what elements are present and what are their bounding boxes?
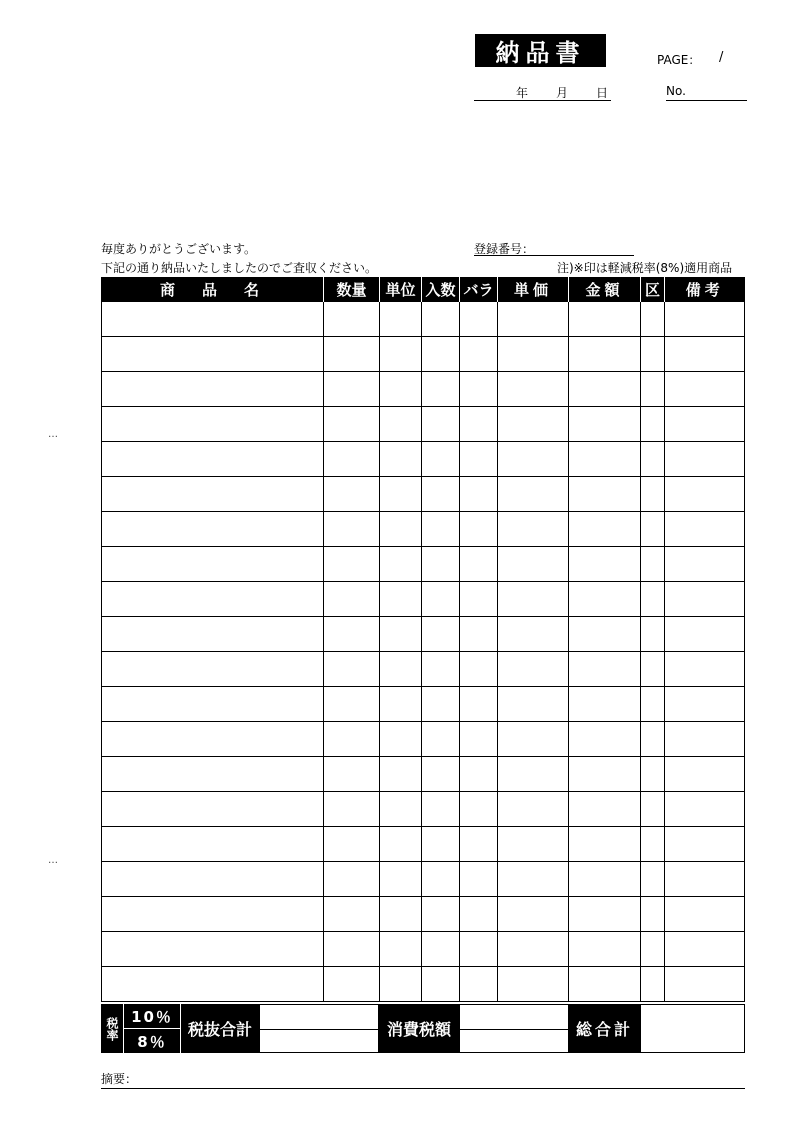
cell-unit[interactable]	[380, 827, 422, 862]
cell-loose[interactable]	[460, 512, 498, 547]
cell-item-name[interactable]	[102, 932, 324, 967]
cell-unit[interactable]	[380, 862, 422, 897]
column-header-unit-price: 単価	[498, 277, 569, 302]
cell-remarks[interactable]	[665, 302, 745, 337]
cell-amount[interactable]	[569, 757, 641, 792]
cell-item-name[interactable]	[102, 897, 324, 932]
subtotal-label: 税抜合計	[181, 1004, 259, 1053]
column-header-quantity: 数量	[324, 277, 380, 302]
cell-item-name[interactable]	[102, 862, 324, 897]
table-row	[102, 932, 745, 967]
cell-quantity[interactable]	[324, 582, 380, 617]
cell-remarks[interactable]	[665, 967, 745, 1002]
number-label: No.	[666, 84, 686, 98]
table-row	[102, 967, 745, 1002]
table-row	[102, 337, 745, 372]
cell-remarks[interactable]	[665, 687, 745, 722]
cell-unit-price[interactable]	[498, 442, 569, 477]
cell-category[interactable]	[641, 757, 665, 792]
cell-unit[interactable]	[380, 442, 422, 477]
memo-label: 摘要：	[101, 1072, 138, 1086]
table-row	[102, 547, 745, 582]
cell-pack-count[interactable]	[422, 512, 460, 547]
cell-quantity[interactable]	[324, 652, 380, 687]
cell-amount[interactable]	[569, 722, 641, 757]
cell-pack-count[interactable]	[422, 617, 460, 652]
cell-category[interactable]	[641, 337, 665, 372]
cell-loose[interactable]	[460, 722, 498, 757]
cell-quantity[interactable]	[324, 792, 380, 827]
cell-quantity[interactable]	[324, 827, 380, 862]
cell-category[interactable]	[641, 792, 665, 827]
cell-category[interactable]	[641, 862, 665, 897]
cell-unit[interactable]	[380, 792, 422, 827]
table-row	[102, 792, 745, 827]
cell-unit-price[interactable]	[498, 617, 569, 652]
subtotal-field[interactable]	[259, 1004, 379, 1053]
grand-total-label: 総合計	[569, 1004, 640, 1053]
cell-loose[interactable]	[460, 337, 498, 372]
cell-amount[interactable]	[569, 862, 641, 897]
cell-remarks[interactable]	[665, 792, 745, 827]
cell-amount[interactable]	[569, 547, 641, 582]
cell-quantity[interactable]	[324, 932, 380, 967]
cell-category[interactable]	[641, 582, 665, 617]
cell-amount[interactable]	[569, 827, 641, 862]
table-row	[102, 442, 745, 477]
cell-amount[interactable]	[569, 932, 641, 967]
cell-category[interactable]	[641, 512, 665, 547]
rate-10-percent: 10％	[124, 1004, 180, 1028]
cell-amount[interactable]	[569, 477, 641, 512]
cell-category[interactable]	[641, 932, 665, 967]
cell-category[interactable]	[641, 617, 665, 652]
cell-remarks[interactable]	[665, 827, 745, 862]
cell-loose[interactable]	[460, 302, 498, 337]
margin-mark-bottom: …	[48, 855, 58, 866]
cell-amount[interactable]	[569, 687, 641, 722]
cell-amount[interactable]	[569, 792, 641, 827]
table-row	[102, 582, 745, 617]
date-field[interactable]	[474, 84, 611, 101]
day-label: 日	[596, 86, 609, 100]
cell-unit[interactable]	[380, 547, 422, 582]
cell-remarks[interactable]	[665, 897, 745, 932]
cell-unit[interactable]	[380, 652, 422, 687]
cell-loose[interactable]	[460, 617, 498, 652]
column-header-loose: バラ	[460, 277, 498, 302]
cell-amount[interactable]	[569, 897, 641, 932]
cell-item-name[interactable]	[102, 547, 324, 582]
cell-pack-count[interactable]	[422, 862, 460, 897]
cell-pack-count[interactable]	[422, 547, 460, 582]
cell-remarks[interactable]	[665, 547, 745, 582]
table-row	[102, 897, 745, 932]
cell-remarks[interactable]	[665, 477, 745, 512]
cell-remarks[interactable]	[665, 722, 745, 757]
cell-item-name[interactable]	[102, 512, 324, 547]
cell-remarks[interactable]	[665, 407, 745, 442]
cell-category[interactable]	[641, 442, 665, 477]
cell-loose[interactable]	[460, 372, 498, 407]
cell-unit-price[interactable]	[498, 687, 569, 722]
cell-pack-count[interactable]	[422, 687, 460, 722]
cell-loose[interactable]	[460, 792, 498, 827]
cell-loose[interactable]	[460, 477, 498, 512]
cell-unit[interactable]	[380, 967, 422, 1002]
cell-item-name[interactable]	[102, 757, 324, 792]
cell-loose[interactable]	[460, 932, 498, 967]
cell-quantity[interactable]	[324, 967, 380, 1002]
cell-category[interactable]	[641, 547, 665, 582]
month-label: 月	[556, 86, 569, 100]
cell-item-name[interactable]	[102, 827, 324, 862]
cell-loose[interactable]	[460, 687, 498, 722]
number-field[interactable]	[666, 84, 747, 101]
tax-rate-values	[124, 1004, 180, 1053]
cell-pack-count[interactable]	[422, 757, 460, 792]
cell-loose[interactable]	[460, 442, 498, 477]
cell-unit-price[interactable]	[498, 512, 569, 547]
cell-quantity[interactable]	[324, 547, 380, 582]
table-header-row	[102, 277, 745, 302]
cell-unit[interactable]	[380, 407, 422, 442]
cell-amount[interactable]	[569, 582, 641, 617]
table-row	[102, 372, 745, 407]
cell-remarks[interactable]	[665, 862, 745, 897]
column-header-amount: 金額	[569, 277, 641, 302]
cell-pack-count[interactable]	[422, 897, 460, 932]
document-title: 納品書	[475, 34, 606, 67]
cell-pack-count[interactable]	[422, 652, 460, 687]
cell-remarks[interactable]	[665, 512, 745, 547]
cell-loose[interactable]	[460, 862, 498, 897]
cell-amount[interactable]	[569, 407, 641, 442]
cell-pack-count[interactable]	[422, 582, 460, 617]
page-label: PAGE：	[657, 53, 701, 67]
table-row	[102, 302, 745, 337]
cell-quantity[interactable]	[324, 407, 380, 442]
cell-unit[interactable]	[380, 582, 422, 617]
cell-item-name[interactable]	[102, 617, 324, 652]
cell-loose[interactable]	[460, 827, 498, 862]
cell-pack-count[interactable]	[422, 792, 460, 827]
cell-quantity[interactable]	[324, 757, 380, 792]
cell-pack-count[interactable]	[422, 372, 460, 407]
cell-item-name[interactable]	[102, 582, 324, 617]
cell-remarks[interactable]	[665, 442, 745, 477]
cell-category[interactable]	[641, 302, 665, 337]
cell-pack-count[interactable]	[422, 477, 460, 512]
memo-field[interactable]	[101, 1070, 745, 1089]
cell-unit[interactable]	[380, 757, 422, 792]
cell-amount[interactable]	[569, 967, 641, 1002]
column-header-pack-count: 入数	[422, 277, 460, 302]
cell-unit-price[interactable]	[498, 582, 569, 617]
cell-item-name[interactable]	[102, 722, 324, 757]
cell-unit[interactable]	[380, 932, 422, 967]
cell-amount[interactable]	[569, 652, 641, 687]
cell-pack-count[interactable]	[422, 337, 460, 372]
cell-pack-count[interactable]	[422, 442, 460, 477]
cell-loose[interactable]	[460, 757, 498, 792]
cell-remarks[interactable]	[665, 652, 745, 687]
rate-8-percent: 8％	[124, 1029, 180, 1053]
cell-pack-count[interactable]	[422, 722, 460, 757]
cell-category[interactable]	[641, 827, 665, 862]
cell-unit-price[interactable]	[498, 827, 569, 862]
cell-unit[interactable]	[380, 687, 422, 722]
cell-remarks[interactable]	[665, 337, 745, 372]
cell-pack-count[interactable]	[422, 407, 460, 442]
cell-quantity[interactable]	[324, 337, 380, 372]
grand-total-field[interactable]	[640, 1004, 745, 1053]
cell-remarks[interactable]	[665, 582, 745, 617]
column-header-remarks: 備考	[665, 277, 745, 302]
cell-remarks[interactable]	[665, 757, 745, 792]
column-header-unit: 単位	[380, 277, 422, 302]
cell-quantity[interactable]	[324, 512, 380, 547]
table-row	[102, 617, 745, 652]
greeting-line-1: 毎度ありがとうございます。	[101, 242, 257, 256]
cell-unit[interactable]	[380, 722, 422, 757]
column-header-category: 区	[641, 277, 665, 302]
cell-unit-price[interactable]	[498, 932, 569, 967]
cell-item-name[interactable]	[102, 477, 324, 512]
cell-unit-price[interactable]	[498, 302, 569, 337]
cell-category[interactable]	[641, 967, 665, 1002]
table-row	[102, 862, 745, 897]
table-row	[102, 687, 745, 722]
cell-unit[interactable]	[380, 512, 422, 547]
cell-unit-price[interactable]	[498, 862, 569, 897]
cell-unit-price[interactable]	[498, 897, 569, 932]
cell-item-name[interactable]	[102, 302, 324, 337]
items-table	[101, 277, 745, 1002]
cell-unit-price[interactable]	[498, 547, 569, 582]
cell-remarks[interactable]	[665, 932, 745, 967]
cell-item-name[interactable]	[102, 407, 324, 442]
tax-rate-label	[101, 1004, 123, 1053]
cell-category[interactable]	[641, 722, 665, 757]
cell-amount[interactable]	[569, 302, 641, 337]
cell-quantity[interactable]	[324, 862, 380, 897]
cell-pack-count[interactable]	[422, 302, 460, 337]
cell-pack-count[interactable]	[422, 967, 460, 1002]
cell-unit-price[interactable]	[498, 407, 569, 442]
cell-pack-count[interactable]	[422, 827, 460, 862]
greeting-line-2: 下記の通り納品いたしましたのでご査収ください。	[101, 261, 378, 275]
table-row	[102, 477, 745, 512]
cell-quantity[interactable]	[324, 687, 380, 722]
year-label: 年	[516, 86, 529, 100]
cell-category[interactable]	[641, 687, 665, 722]
table-row	[102, 722, 745, 757]
tax-amount-field[interactable]	[459, 1004, 569, 1053]
cell-unit[interactable]	[380, 617, 422, 652]
cell-category[interactable]	[641, 372, 665, 407]
cell-quantity[interactable]	[324, 897, 380, 932]
cell-amount[interactable]	[569, 337, 641, 372]
cell-quantity[interactable]	[324, 477, 380, 512]
cell-unit[interactable]	[380, 337, 422, 372]
table-row	[102, 827, 745, 862]
cell-amount[interactable]	[569, 617, 641, 652]
cell-unit[interactable]	[380, 372, 422, 407]
cell-remarks[interactable]	[665, 617, 745, 652]
cell-remarks[interactable]	[665, 372, 745, 407]
cell-amount[interactable]	[569, 442, 641, 477]
page-slash: /	[719, 50, 724, 65]
cell-quantity[interactable]	[324, 302, 380, 337]
column-header-item-name: 商 品 名	[102, 277, 324, 302]
cell-category[interactable]	[641, 477, 665, 512]
cell-item-name[interactable]	[102, 687, 324, 722]
tax-amount-label: 消費税額	[379, 1004, 459, 1053]
cell-unit-price[interactable]	[498, 477, 569, 512]
cell-loose[interactable]	[460, 967, 498, 1002]
cell-unit-price[interactable]	[498, 337, 569, 372]
cell-quantity[interactable]	[324, 372, 380, 407]
cell-unit-price[interactable]	[498, 792, 569, 827]
cell-item-name[interactable]	[102, 372, 324, 407]
cell-item-name[interactable]	[102, 792, 324, 827]
registration-label: 登録番号：	[474, 242, 535, 256]
cell-pack-count[interactable]	[422, 932, 460, 967]
cell-category[interactable]	[641, 652, 665, 687]
cell-amount[interactable]	[569, 512, 641, 547]
cell-item-name[interactable]	[102, 442, 324, 477]
cell-item-name[interactable]	[102, 967, 324, 1002]
cell-quantity[interactable]	[324, 617, 380, 652]
cell-loose[interactable]	[460, 897, 498, 932]
cell-unit-price[interactable]	[498, 652, 569, 687]
cell-loose[interactable]	[460, 407, 498, 442]
reduced-tax-note: 注)※印は軽減税率(8%)適用商品	[557, 261, 733, 275]
table-row	[102, 407, 745, 442]
cell-unit[interactable]	[380, 302, 422, 337]
table-row	[102, 757, 745, 792]
cell-category[interactable]	[641, 897, 665, 932]
cell-quantity[interactable]	[324, 722, 380, 757]
cell-category[interactable]	[641, 407, 665, 442]
cell-amount[interactable]	[569, 372, 641, 407]
margin-mark-top: …	[48, 429, 58, 440]
cell-unit[interactable]	[380, 897, 422, 932]
cell-loose[interactable]	[460, 547, 498, 582]
cell-unit-price[interactable]	[498, 372, 569, 407]
cell-unit-price[interactable]	[498, 722, 569, 757]
cell-item-name[interactable]	[102, 337, 324, 372]
cell-unit-price[interactable]	[498, 967, 569, 1002]
registration-number-field[interactable]	[474, 240, 634, 256]
tax-rate-label-text: 税率	[105, 1016, 119, 1041]
cell-item-name[interactable]	[102, 652, 324, 687]
cell-quantity[interactable]	[324, 442, 380, 477]
cell-unit-price[interactable]	[498, 757, 569, 792]
cell-unit[interactable]	[380, 477, 422, 512]
table-row	[102, 652, 745, 687]
cell-loose[interactable]	[460, 652, 498, 687]
cell-loose[interactable]	[460, 582, 498, 617]
table-row	[102, 512, 745, 547]
